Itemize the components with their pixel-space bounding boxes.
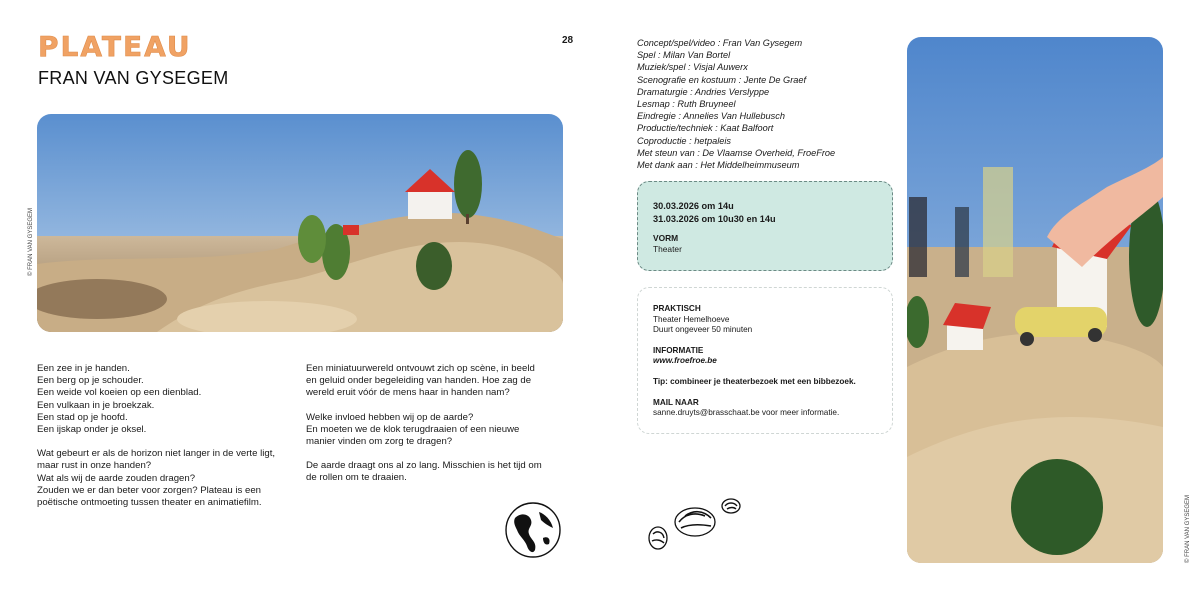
body-paragraph: De aarde draagt ons al zo lang. Misschien is het tijd om de rollen om te draaien. — [306, 460, 542, 484]
credit-line: Lesmap : Ruth Bruyneel — [637, 99, 736, 110]
production-credits — [637, 37, 835, 171]
intro-paragraph: Een zee in je handen. Een berg op je schouder. Een weide vol koeien op een dienblad. Een vulkaan in je broekzak. Een stad op je hoofd. Een ijskap onder je oksel. — [37, 363, 202, 436]
credit-line: Muziek/spel : Visjal Auwerx — [637, 62, 748, 73]
mail-text[interactable]: sanne.druyts@brasschaat.be voor meer informatie. — [653, 408, 840, 418]
page-title: PLATEAU — [38, 30, 192, 63]
seashells-drawing — [645, 494, 745, 554]
photo-credit-left: © FRAN VAN GYSEGEM — [28, 208, 34, 276]
performance-date: 31.03.2026 om 10u30 en 14u — [653, 213, 776, 224]
practical-label: PRAKTISCH — [653, 304, 701, 313]
photo-credit-right: © FRAN VAN GYSEGEM — [1185, 495, 1191, 563]
info-label: INFORMATIE — [653, 345, 704, 355]
beach-miniature-photo — [37, 114, 563, 332]
website-link[interactable]: www.froefroe.be — [653, 356, 717, 366]
schedule-box — [637, 181, 893, 271]
author-name: FRAN VAN GYSEGEM — [38, 68, 229, 88]
mail-label: MAIL NAAR — [653, 397, 699, 407]
credit-line: Spel : Milan Van Bortel — [637, 50, 731, 61]
practical-info-box — [637, 287, 893, 434]
body-paragraph: Welke invloed hebben wij op de aarde? En moeten we de klok terugdraaien of een nieuwe manier vinden om zorg te dragen? — [306, 411, 520, 448]
performance-date: 30.03.2026 om 14u — [653, 201, 734, 211]
credit-line: Coproductie : hetpaleis — [637, 135, 731, 146]
body-text-column — [306, 363, 566, 497]
intro-text-column — [37, 363, 297, 521]
credit-line: Met dank aan : Het Middelheimmuseum — [637, 160, 800, 171]
credit-line: Productie/techniek : Kaat Balfoort — [637, 123, 774, 134]
duration-line: Duurt ongeveer 50 minuten — [653, 325, 753, 335]
credit-line: Dramaturgie : Andries Verslyppe — [637, 86, 770, 97]
family-beach-photo — [907, 37, 1163, 563]
body-paragraph: Een miniatuurwereld ontvouwt zich op scène, in beeld en geluid onder begeleiding van handen. Hoe zag de wereld eruit vóór de mens haar in handen nam? — [306, 363, 535, 399]
intro-paragraph: Wat gebeurt er als de horizon niet langer in de verte ligt, maar rust in onze handen? Wat als wij de aarde zouden dragen? Zouden we er dan beter voor zorgen? Plateau is een poëtische ontmoeting tussen theater en animatiefilm. — [37, 448, 276, 509]
credit-line: Concept/spel/video : Fran Van Gysegem — [637, 38, 803, 48]
credit-line: Eindregie : Annelies Van Hullebusch — [637, 111, 785, 122]
page-number: 28 — [562, 35, 574, 46]
credit-line: Scenografie en kostuum : Jente De Graef — [637, 74, 807, 85]
form-value: Theater — [653, 244, 682, 254]
tip-text: Tip: combineer je theaterbezoek met een bibbezoek. — [653, 376, 856, 386]
venue-line: Theater Hemelhoeve — [653, 314, 730, 324]
globe-drawing — [503, 500, 563, 560]
credit-line: Met steun van : De Vlaamse Overheid, FroeFroe — [637, 147, 836, 158]
form-label: VORM — [653, 233, 679, 243]
